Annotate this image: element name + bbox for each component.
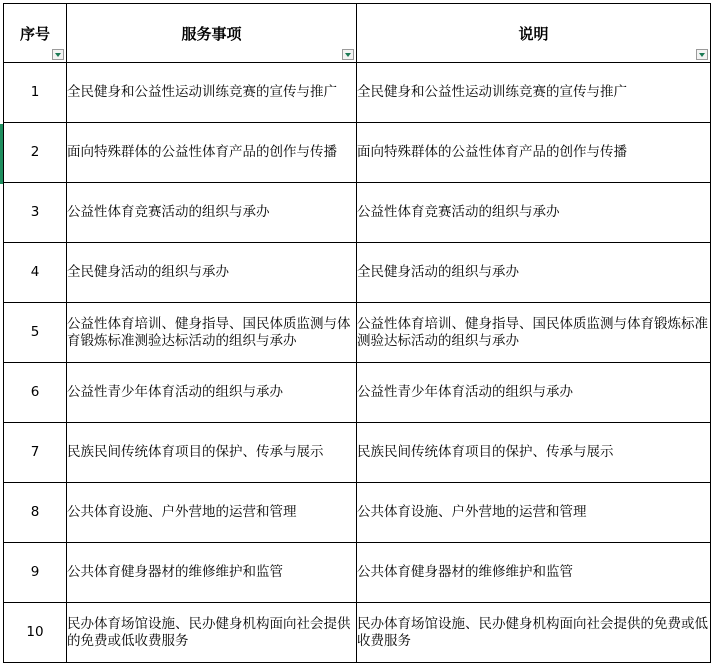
header-cell-item [67, 4, 357, 63]
cell-item[interactable]: 面向特殊群体的公益性体育产品的创作与传播 [67, 123, 357, 183]
header-label-item: 服务事项 [181, 24, 242, 43]
header-cell-desc [357, 4, 711, 63]
cell-desc[interactable]: 公益性体育竞赛活动的组织与承办 [357, 183, 711, 243]
table-row [4, 63, 711, 123]
cell-index[interactable]: 3 [4, 183, 67, 243]
filter-dropdown-icon[interactable] [52, 49, 64, 60]
table-row [4, 123, 711, 183]
cell-index[interactable]: 6 [4, 363, 67, 423]
table-row [4, 303, 711, 363]
cell-index[interactable]: 8 [4, 483, 67, 543]
cell-index[interactable]: 7 [4, 423, 67, 483]
header-label-desc: 说明 [518, 24, 549, 43]
cell-item[interactable]: 公益性体育竞赛活动的组织与承办 [67, 183, 357, 243]
cell-desc[interactable]: 公益性体育培训、健身指导、国民体质监测与体育锻炼标准测验达标活动的组织与承办 [357, 303, 711, 363]
cell-desc[interactable]: 公益性青少年体育活动的组织与承办 [357, 363, 711, 423]
cell-index[interactable]: 9 [4, 543, 67, 603]
cell-desc[interactable]: 全民健身活动的组织与承办 [357, 243, 711, 303]
cell-item[interactable]: 公益性青少年体育活动的组织与承办 [67, 363, 357, 423]
cell-item[interactable]: 公益性体育培训、健身指导、国民体质监测与体育锻炼标准测验达标活动的组织与承办 [67, 303, 357, 363]
cell-item[interactable]: 公共体育设施、户外营地的运营和管理 [67, 483, 357, 543]
header-cell-index [4, 4, 67, 63]
service-items-table [3, 3, 711, 663]
filter-dropdown-icon[interactable] [342, 49, 354, 60]
table-row [4, 363, 711, 423]
cell-desc[interactable]: 民族民间传统体育项目的保护、传承与展示 [357, 423, 711, 483]
table-row [4, 483, 711, 543]
table-row [4, 243, 711, 303]
cell-desc[interactable]: 公共体育设施、户外营地的运营和管理 [357, 483, 711, 543]
cell-index[interactable]: 5 [4, 303, 67, 363]
header-row [4, 4, 711, 63]
cell-index[interactable]: 1 [4, 63, 67, 123]
table-row [4, 543, 711, 603]
table-row [4, 183, 711, 243]
cell-item[interactable]: 公共体育健身器材的维修维护和监管 [67, 543, 357, 603]
cell-index[interactable]: 2 [4, 123, 67, 183]
cell-item[interactable]: 全民健身和公益性运动训练竞赛的宣传与推广 [67, 63, 357, 123]
table-row [4, 603, 711, 663]
header-label-index: 序号 [19, 24, 50, 43]
cell-item[interactable]: 全民健身活动的组织与承办 [67, 243, 357, 303]
cell-item[interactable]: 民族民间传统体育项目的保护、传承与展示 [67, 423, 357, 483]
cell-index[interactable]: 10 [4, 603, 67, 663]
cell-desc[interactable]: 全民健身和公益性运动训练竞赛的宣传与推广 [357, 63, 711, 123]
cell-index[interactable]: 4 [4, 243, 67, 303]
table-row [4, 423, 711, 483]
cell-desc[interactable]: 面向特殊群体的公益性体育产品的创作与传播 [357, 123, 711, 183]
cell-desc[interactable]: 公共体育健身器材的维修维护和监管 [357, 543, 711, 603]
filter-dropdown-icon[interactable] [696, 49, 708, 60]
cell-desc[interactable]: 民办体育场馆设施、民办健身机构面向社会提供的免费或低收费服务 [357, 603, 711, 663]
cell-item[interactable]: 民办体育场馆设施、民办健身机构面向社会提供的免费或低收费服务 [67, 603, 357, 663]
